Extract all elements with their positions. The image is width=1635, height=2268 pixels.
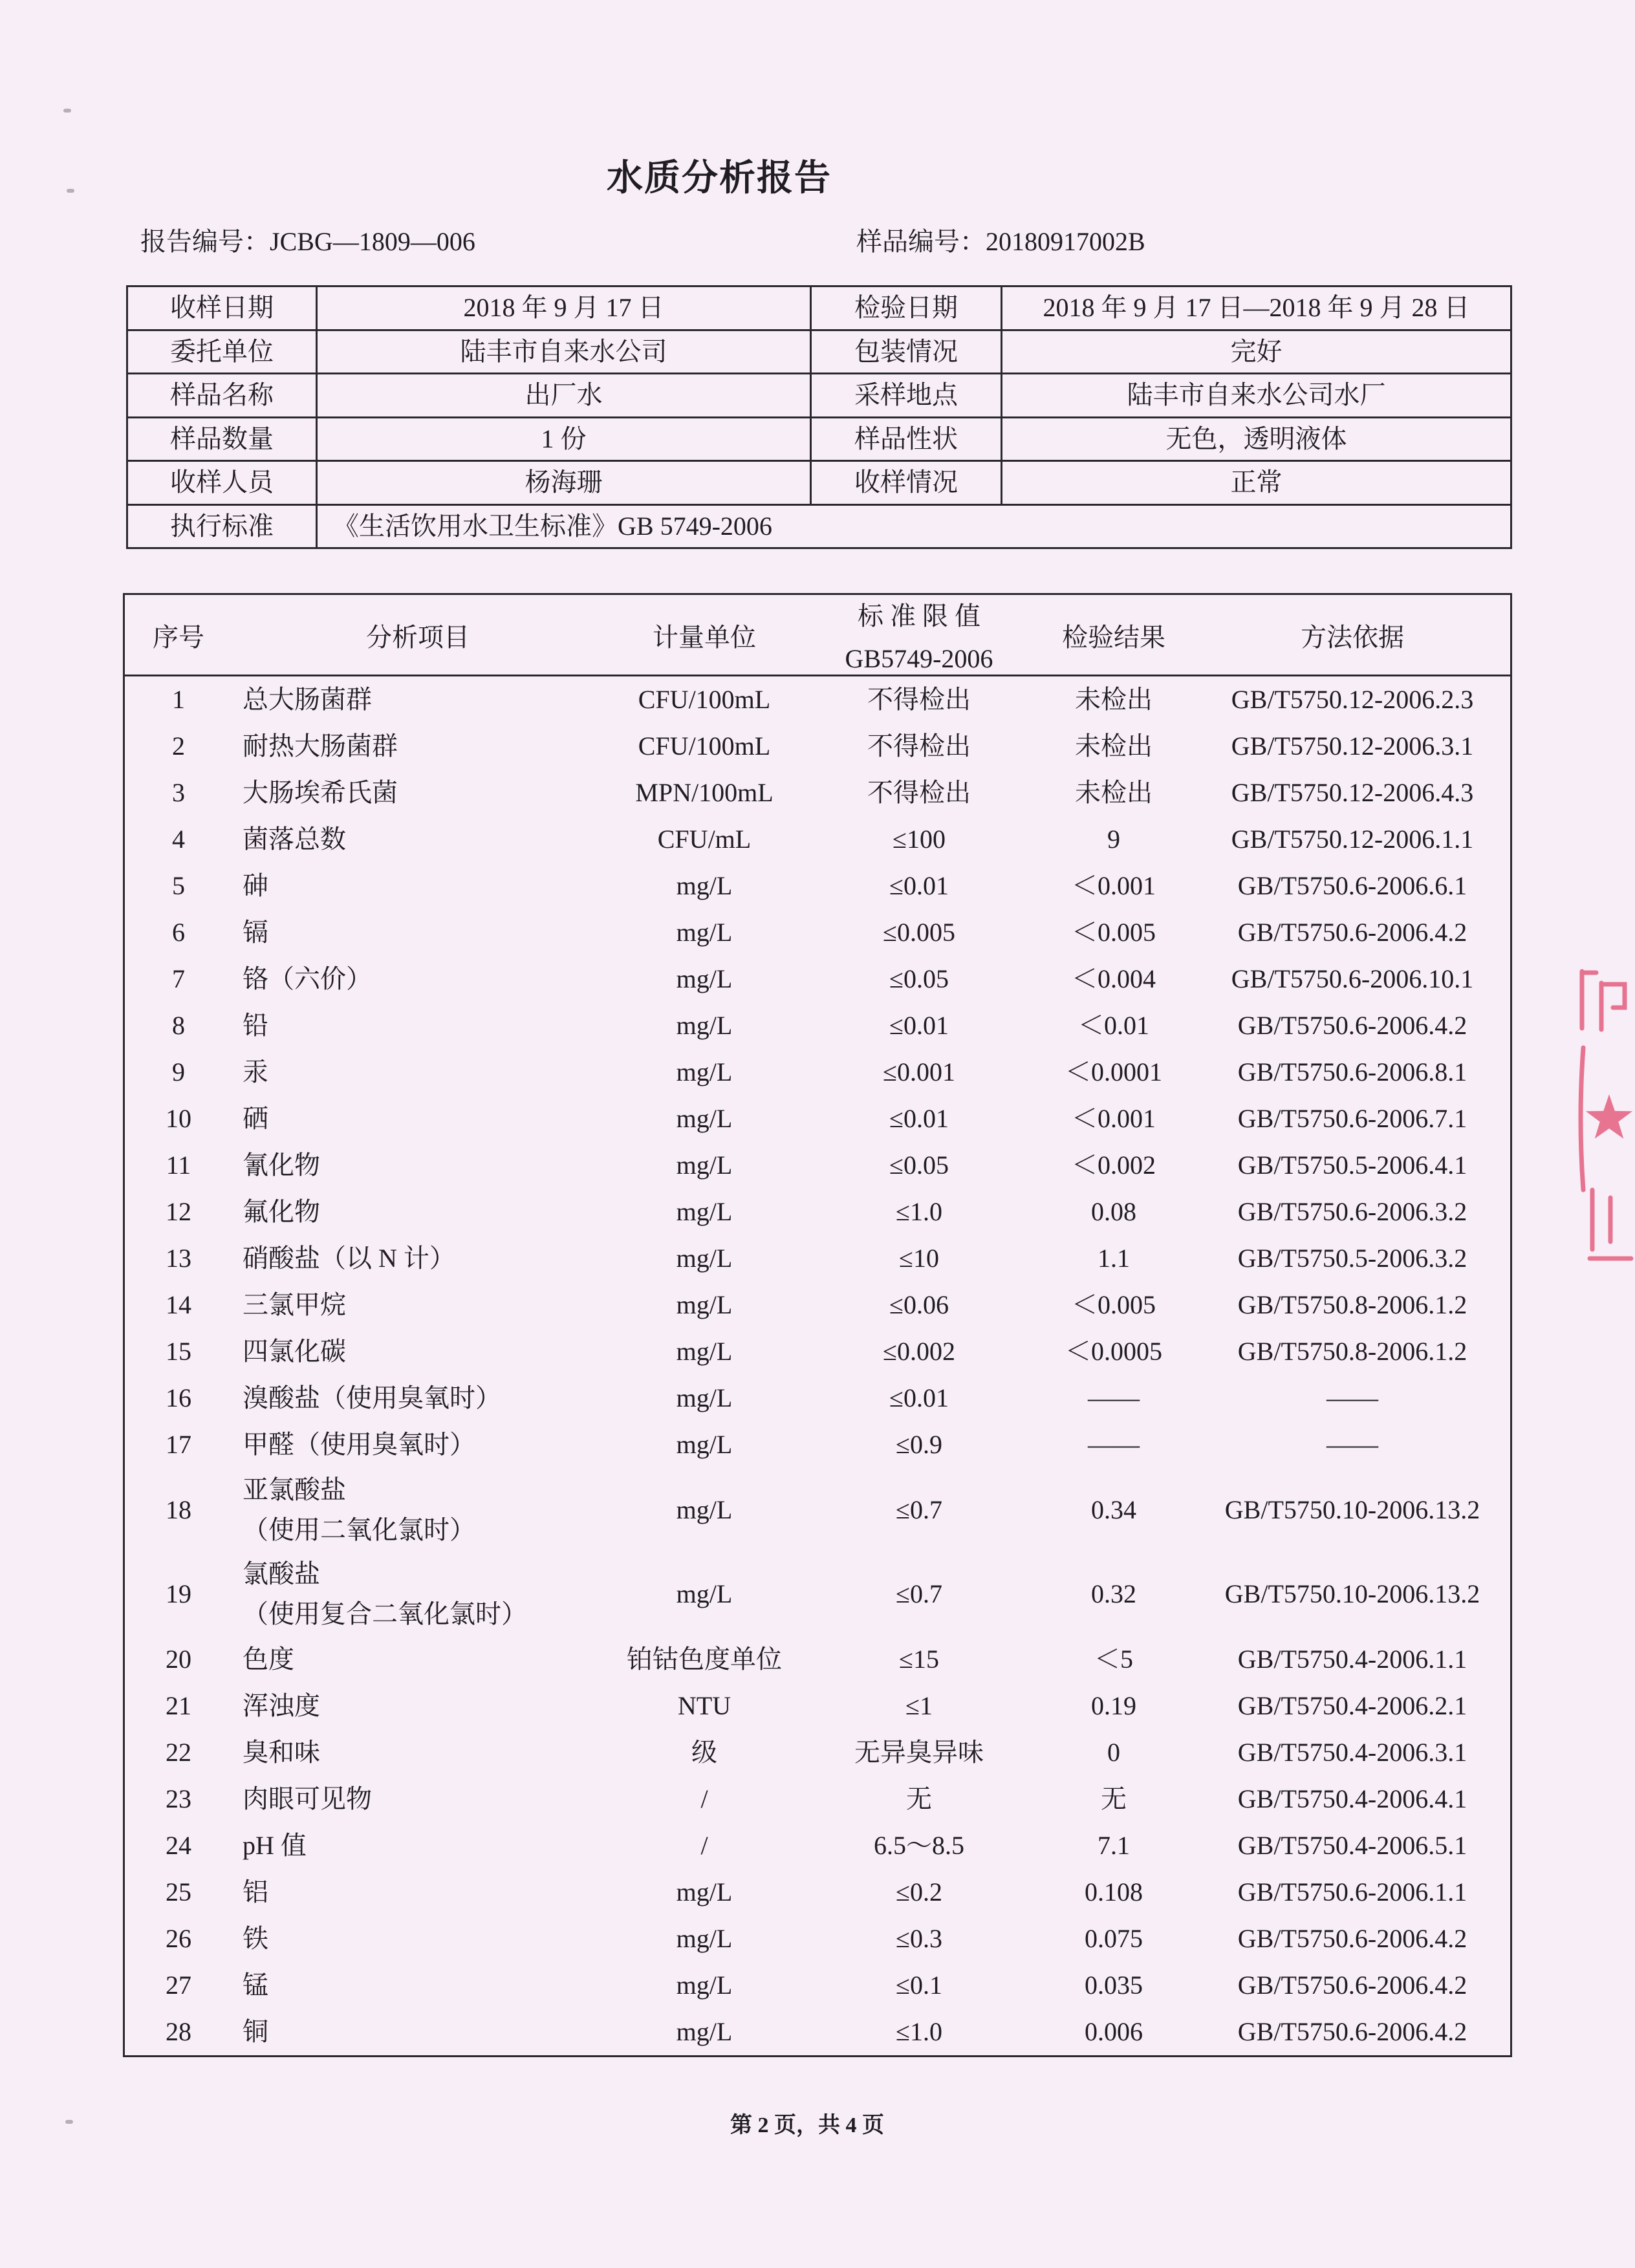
method-cell: GB/T5750.5-2006.4.1	[1237, 1150, 1467, 1180]
method-cell: GB/T5750.6-2006.3.2	[1237, 1197, 1467, 1226]
limit-cell: 不得检出	[867, 685, 971, 714]
method-cell: GB/T5750.4-2006.4.1	[1237, 1784, 1467, 1813]
result-cell: 0.006	[1085, 2017, 1143, 2046]
info-value: 出厂水	[318, 374, 810, 416]
limit-cell: ≤0.7	[896, 1579, 942, 1608]
result-cell: 0.32	[1091, 1579, 1136, 1608]
item-name: 锰	[243, 1971, 268, 2000]
punch-mark	[67, 189, 74, 193]
item-name: 氟化物	[243, 1197, 320, 1226]
table-row	[125, 676, 1510, 723]
unit-cell: mg/L	[676, 871, 733, 900]
info-value: 无色，透明液体	[1002, 418, 1510, 460]
table-row	[125, 1869, 1510, 1916]
method-cell: GB/T5750.10-2006.13.2	[1224, 1495, 1480, 1524]
method-cell: ——	[1326, 1383, 1378, 1412]
table-row	[125, 2009, 1510, 2055]
row-number: 8	[172, 1011, 185, 1040]
method-cell: GB/T5750.6-2006.1.1	[1237, 1877, 1467, 1906]
unit-cell: mg/L	[676, 1337, 733, 1366]
info-label: 样品性状	[812, 418, 1001, 460]
unit-cell: mg/L	[676, 1495, 733, 1524]
method-cell: GB/T5750.8-2006.1.2	[1237, 1290, 1467, 1319]
limit-cell: ≤0.01	[889, 1011, 949, 1040]
method-cell: GB/T5750.4-2006.1.1	[1237, 1645, 1467, 1674]
item-name-line: 氯酸盐	[243, 1559, 320, 1588]
method-cell: GB/T5750.8-2006.1.2	[1237, 1337, 1467, 1366]
seal-stamp	[1570, 957, 1635, 1268]
result-cell: ＜0.004	[1072, 964, 1156, 993]
result-cell: 未检出	[1075, 778, 1153, 807]
item-note: （使用二氧化氯时）	[243, 1515, 475, 1544]
row-number: 11	[166, 1150, 191, 1180]
item-name: 汞	[243, 1057, 268, 1086]
unit-cell: /	[700, 1784, 708, 1813]
result-cell: ＜0.01	[1078, 1011, 1149, 1040]
result-cell: 7.1	[1098, 1831, 1130, 1860]
result-cell: 1.1	[1098, 1244, 1130, 1273]
method-cell: GB/T5750.6-2006.4.2	[1237, 1011, 1467, 1040]
sample-number	[856, 226, 1145, 257]
item-name	[232, 1470, 603, 1550]
item-name: 铁	[243, 1924, 268, 1953]
sample-info-table	[126, 285, 1512, 549]
table-row	[125, 723, 1510, 770]
item-name: 镉	[243, 918, 268, 947]
unit-cell: /	[700, 1831, 708, 1860]
item-name: 氰化物	[243, 1150, 320, 1180]
table-row	[125, 1142, 1510, 1189]
row-number: 28	[166, 2017, 191, 2046]
result-cell: 0.035	[1085, 1971, 1143, 2000]
report-number	[140, 226, 475, 257]
method-cell: GB/T5750.6-2006.6.1	[1237, 871, 1467, 900]
unit-cell: mg/L	[676, 1104, 733, 1133]
item-name	[232, 1554, 603, 1634]
limit-cell: ≤0.001	[883, 1057, 955, 1086]
row-number: 21	[166, 1691, 191, 1720]
row-number: 12	[166, 1197, 191, 1226]
limit-cell: ≤0.01	[889, 1383, 949, 1412]
info-label: 收样情况	[812, 462, 1001, 504]
header-no: 序号	[153, 623, 204, 652]
unit-cell: mg/L	[676, 1290, 733, 1319]
header-limit	[805, 595, 1033, 680]
table-row	[125, 1916, 1510, 1962]
limit-cell: ≤0.1	[896, 1971, 942, 2000]
limit-cell: ≤10	[899, 1244, 939, 1273]
limit-cell: 6.5～8.5	[874, 1831, 964, 1860]
result-cell: 未检出	[1075, 685, 1153, 714]
row-number: 14	[166, 1290, 191, 1319]
row-number: 13	[166, 1244, 191, 1273]
method-cell: GB/T5750.10-2006.13.2	[1224, 1579, 1480, 1608]
limit-cell: ≤0.2	[896, 1877, 942, 1906]
item-name: 浑浊度	[243, 1691, 320, 1720]
item-name: 溴酸盐（使用臭氧时）	[243, 1383, 501, 1412]
row-number: 9	[172, 1057, 185, 1086]
limit-cell: ≤0.7	[896, 1495, 942, 1524]
item-name: 大肠埃希氏菌	[243, 778, 398, 807]
item-name: 菌落总数	[243, 825, 346, 854]
result-cell: ＜0.0005	[1065, 1337, 1162, 1366]
item-name: 臭和味	[243, 1738, 320, 1767]
table-row	[125, 956, 1510, 1002]
info-value: 完好	[1002, 331, 1510, 373]
limit-cell: 无异臭异味	[854, 1738, 984, 1767]
table-row	[125, 1328, 1510, 1375]
method-cell: GB/T5750.6-2006.7.1	[1237, 1104, 1467, 1133]
info-label: 检验日期	[812, 287, 1001, 329]
item-name: 色度	[243, 1645, 294, 1674]
item-name: 铬（六价）	[243, 964, 372, 993]
standard-value: 《生活饮用水卫生标准》GB 5749-2006	[318, 506, 1510, 548]
limit-cell: ≤0.002	[883, 1337, 955, 1366]
item-name: 三氯甲烷	[243, 1290, 346, 1319]
row-number: 3	[172, 778, 185, 807]
item-name: 甲醛（使用臭氧时）	[243, 1430, 475, 1459]
unit-cell: CFU/100mL	[638, 731, 771, 761]
unit-cell: mg/L	[676, 1383, 733, 1412]
standard-label: 执行标准	[128, 506, 316, 548]
limit-cell: ≤0.06	[889, 1290, 949, 1319]
sample-number-value: 20180917002B	[986, 227, 1145, 256]
row-number: 16	[166, 1383, 191, 1412]
info-value: 杨海珊	[318, 462, 810, 504]
unit-cell: CFU/mL	[657, 825, 752, 854]
result-cell: ＜0.005	[1072, 1290, 1156, 1319]
limit-cell: ≤0.05	[889, 1150, 949, 1180]
table-row	[125, 770, 1510, 816]
info-label: 收样日期	[128, 287, 316, 329]
result-cell: 0.19	[1091, 1691, 1136, 1720]
item-name: 硝酸盐（以 N 计）	[243, 1244, 455, 1273]
info-value: 2018 年 9 月 17 日—2018 年 9 月 28 日	[1002, 287, 1510, 329]
row-number: 19	[166, 1579, 191, 1608]
row-number: 7	[172, 964, 185, 993]
item-note: （使用复合二氧化氯时）	[243, 1599, 527, 1628]
limit-cell: ≤100	[893, 825, 946, 854]
unit-cell: mg/L	[676, 918, 733, 947]
item-name: 四氯化碳	[243, 1337, 346, 1366]
row-number: 23	[166, 1784, 191, 1813]
method-cell: GB/T5750.12-2006.3.1	[1231, 731, 1474, 761]
table-row	[125, 1552, 1510, 1636]
header-limit-standard: GB5749-2006	[845, 644, 993, 673]
limit-cell: ≤0.01	[889, 1104, 949, 1133]
page-title: 水质分析报告	[607, 158, 832, 199]
limit-cell: 不得检出	[867, 731, 971, 761]
info-label: 委托单位	[128, 331, 316, 373]
row-number: 20	[166, 1645, 191, 1674]
result-cell: 0.08	[1091, 1197, 1136, 1226]
info-value: 陆丰市自来水公司	[318, 331, 810, 373]
unit-cell: mg/L	[676, 1579, 733, 1608]
item-name: 耐热大肠菌群	[243, 731, 398, 761]
method-cell: GB/T5750.6-2006.4.2	[1237, 1971, 1467, 2000]
limit-cell: ≤1.0	[896, 2017, 942, 2046]
result-cell: ＜0.002	[1072, 1150, 1156, 1180]
method-cell: GB/T5750.4-2006.5.1	[1237, 1831, 1467, 1860]
analysis-results-table	[123, 593, 1512, 2057]
table-row	[125, 1683, 1510, 1729]
row-number: 26	[166, 1924, 191, 1953]
item-name: 铝	[243, 1877, 268, 1906]
punch-mark	[65, 2120, 73, 2124]
info-value: 2018 年 9 月 17 日	[318, 287, 810, 329]
info-label: 收样人员	[128, 462, 316, 504]
row-number: 4	[172, 825, 185, 854]
limit-cell: 无	[906, 1784, 932, 1813]
method-cell: GB/T5750.6-2006.4.2	[1237, 2017, 1467, 2046]
item-name: pH 值	[243, 1831, 307, 1860]
item-name: 总大肠菌群	[243, 685, 372, 714]
info-value: 陆丰市自来水公司水厂	[1002, 374, 1510, 416]
item-name: 铅	[243, 1011, 268, 1040]
page-number: 第 2 页，共 4 页	[730, 2113, 884, 2137]
row-number: 10	[166, 1104, 191, 1133]
info-label: 样品名称	[128, 374, 316, 416]
unit-cell: NTU	[677, 1691, 731, 1720]
result-cell: ＜0.005	[1072, 918, 1156, 947]
table-row	[125, 1189, 1510, 1235]
unit-cell: mg/L	[676, 1971, 733, 2000]
limit-cell: ≤0.005	[883, 918, 955, 947]
info-label: 样品数量	[128, 418, 316, 460]
report-number-value: JCBG—1809—006	[270, 227, 475, 256]
unit-cell: MPN/100mL	[635, 778, 774, 807]
unit-cell: mg/L	[676, 1244, 733, 1273]
table-row	[125, 1421, 1510, 1468]
result-cell: 0.075	[1085, 1924, 1143, 1953]
punch-mark	[63, 109, 71, 113]
row-number: 15	[166, 1337, 191, 1366]
info-value: 1 份	[318, 418, 810, 460]
table-row	[125, 1282, 1510, 1328]
method-cell: GB/T5750.5-2006.3.2	[1237, 1244, 1467, 1273]
unit-cell: mg/L	[676, 1197, 733, 1226]
table-row	[125, 863, 1510, 909]
unit-cell: mg/L	[676, 1011, 733, 1040]
info-label: 包装情况	[812, 331, 1001, 373]
table-row	[125, 1375, 1510, 1421]
unit-cell: mg/L	[676, 1924, 733, 1953]
row-number: 6	[172, 918, 185, 947]
result-cell: 9	[1107, 825, 1120, 854]
method-cell: GB/T5750.12-2006.4.3	[1231, 778, 1474, 807]
table-row	[125, 1822, 1510, 1869]
row-number: 2	[172, 731, 185, 761]
item-name: 铜	[243, 2017, 268, 2046]
table-row	[125, 1096, 1510, 1142]
result-cell: ＜0.001	[1072, 1104, 1156, 1133]
method-cell: GB/T5750.6-2006.4.2	[1237, 1924, 1467, 1953]
method-cell: GB/T5750.6-2006.4.2	[1237, 918, 1467, 947]
method-cell: GB/T5750.4-2006.2.1	[1237, 1691, 1467, 1720]
header-limit-title: 标 准 限 值	[858, 601, 980, 631]
unit-cell: 铂钴色度单位	[627, 1645, 782, 1674]
table-row	[125, 1235, 1510, 1282]
unit-cell: mg/L	[676, 1430, 733, 1459]
unit-cell: mg/L	[676, 1057, 733, 1086]
row-number: 17	[166, 1430, 191, 1459]
limit-cell: ≤0.01	[889, 871, 949, 900]
table-row	[125, 1049, 1510, 1096]
row-number: 22	[166, 1738, 191, 1767]
result-cell: 0.108	[1085, 1877, 1143, 1906]
item-name: 肉眼可见物	[243, 1784, 372, 1813]
result-cell: ——	[1088, 1430, 1140, 1459]
method-cell: GB/T5750.6-2006.10.1	[1231, 964, 1474, 993]
result-cell: ＜0.0001	[1065, 1057, 1162, 1086]
table-row	[125, 1002, 1510, 1049]
table-row	[125, 816, 1510, 863]
row-number: 24	[166, 1831, 191, 1860]
info-label: 采样地点	[812, 374, 1001, 416]
info-value: 正常	[1002, 462, 1510, 504]
row-number: 1	[172, 685, 185, 714]
result-cell: ——	[1088, 1383, 1140, 1412]
result-cell: 0	[1107, 1738, 1120, 1767]
header-unit: 计量单位	[653, 623, 756, 652]
unit-cell: mg/L	[676, 1150, 733, 1180]
limit-cell: 不得检出	[867, 778, 971, 807]
table-row	[125, 1636, 1510, 1683]
table-header	[125, 595, 1510, 676]
row-number: 25	[166, 1877, 191, 1906]
table-row	[125, 1776, 1510, 1822]
unit-cell: CFU/100mL	[638, 685, 771, 714]
unit-cell: mg/L	[676, 964, 733, 993]
unit-cell: mg/L	[676, 1877, 733, 1906]
limit-cell: ≤1	[905, 1691, 933, 1720]
table-row	[125, 1962, 1510, 2009]
report-number-label: 报告编号：	[140, 227, 270, 256]
header-result: 检验结果	[1062, 623, 1165, 652]
limit-cell: ≤0.05	[889, 964, 949, 993]
result-cell: ＜5	[1094, 1645, 1133, 1674]
limit-cell: ≤1.0	[896, 1197, 942, 1226]
method-cell: GB/T5750.12-2006.2.3	[1231, 685, 1474, 714]
item-name: 砷	[243, 871, 268, 900]
header-item: 分析项目	[366, 623, 470, 652]
result-cell: 未检出	[1075, 731, 1153, 761]
table-row	[125, 1729, 1510, 1776]
table-row	[125, 909, 1510, 956]
limit-cell: ≤0.3	[896, 1924, 942, 1953]
method-cell: ——	[1326, 1430, 1378, 1459]
result-cell: 0.34	[1091, 1495, 1136, 1524]
method-cell: GB/T5750.12-2006.1.1	[1231, 825, 1474, 854]
table-body	[125, 676, 1510, 2055]
method-cell: GB/T5750.6-2006.8.1	[1237, 1057, 1467, 1086]
item-name-line: 亚氯酸盐	[243, 1475, 346, 1504]
result-cell: ＜0.001	[1072, 871, 1156, 900]
row-number: 18	[166, 1495, 191, 1524]
sample-number-label: 样品编号：	[856, 227, 986, 256]
row-number: 5	[172, 871, 185, 900]
row-number: 27	[166, 1971, 191, 2000]
header-method: 方法依据	[1301, 623, 1404, 652]
limit-cell: ≤15	[899, 1645, 939, 1674]
method-cell: GB/T5750.4-2006.3.1	[1237, 1738, 1467, 1767]
unit-cell: 级	[691, 1738, 717, 1767]
table-row	[125, 1468, 1510, 1552]
item-name: 硒	[243, 1104, 268, 1133]
limit-cell: ≤0.9	[896, 1430, 942, 1459]
unit-cell: mg/L	[676, 2017, 733, 2046]
result-cell: 无	[1101, 1784, 1127, 1813]
